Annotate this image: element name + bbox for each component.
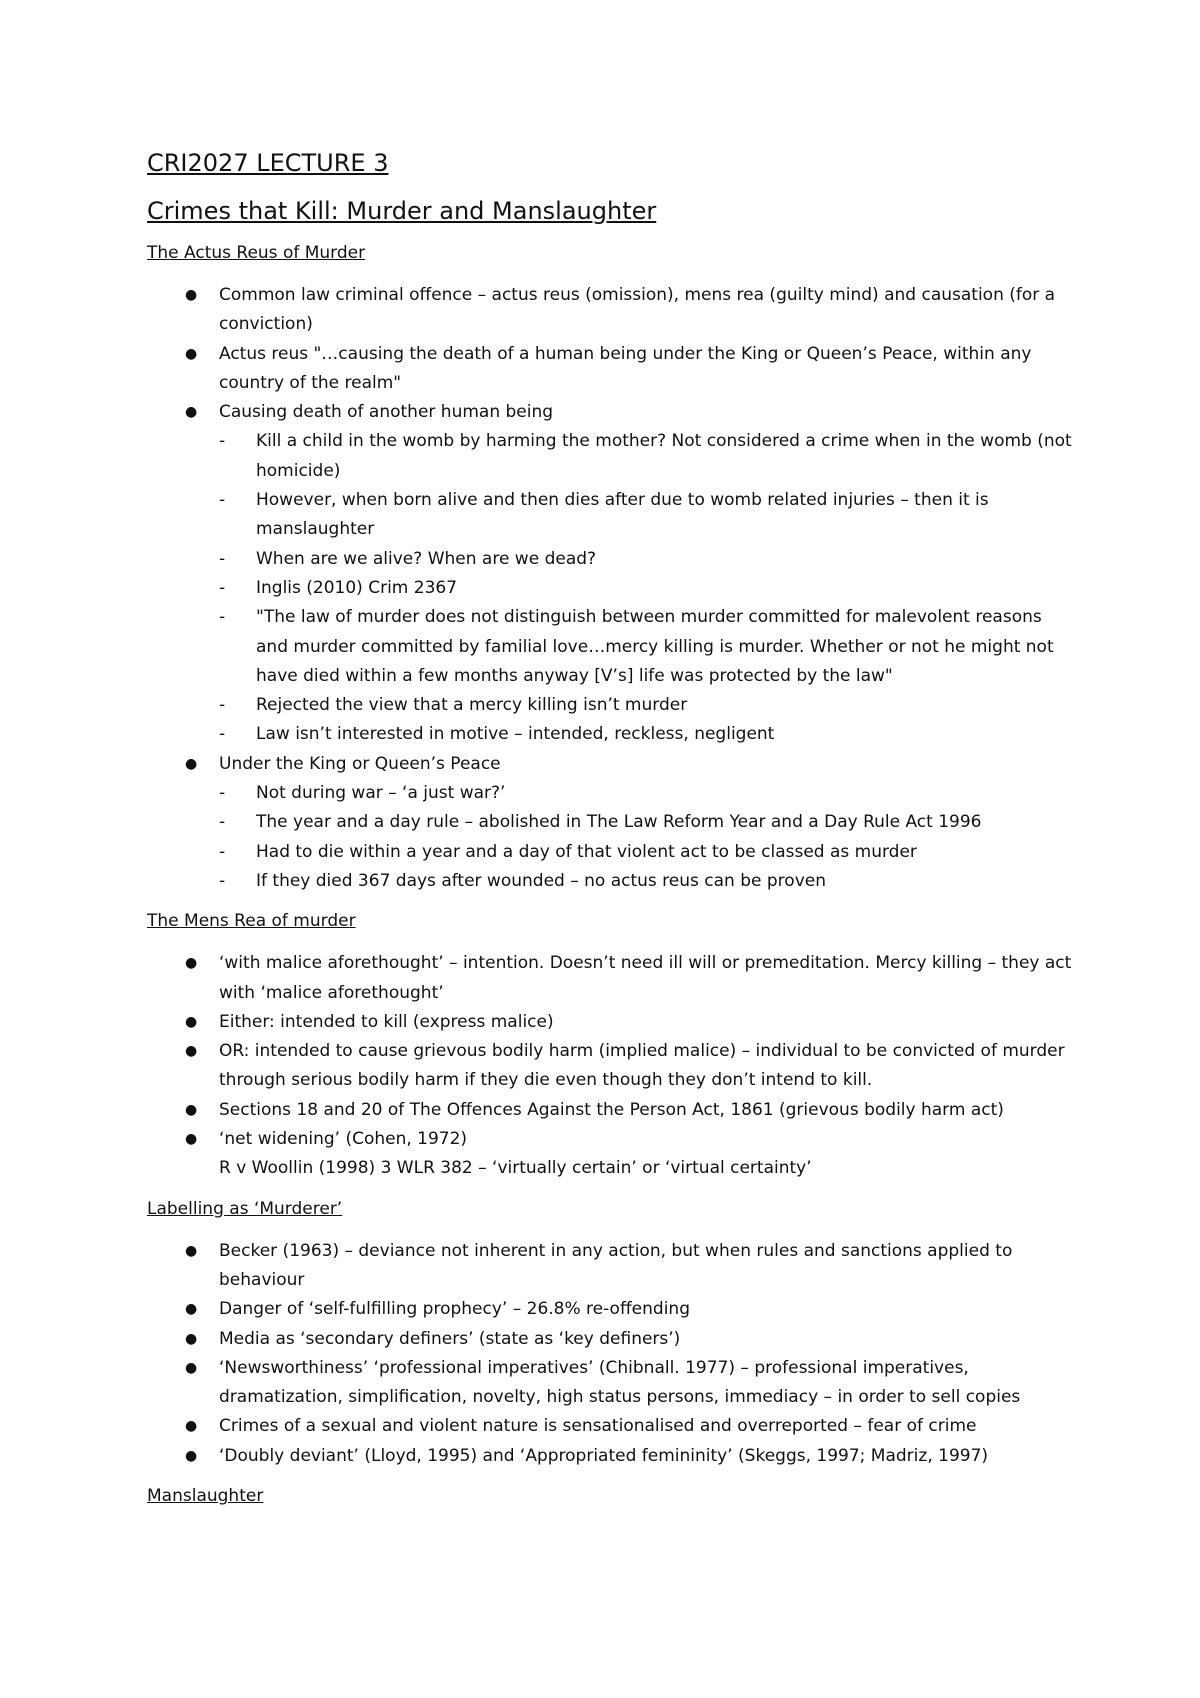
dash-icon: - — [219, 577, 226, 598]
list-item: ● Media as ‘secondary definers’ (state as ‘key definers’) — [147, 1325, 1077, 1354]
sub-list-item: - When are we alive? When are we dead? — [219, 545, 1077, 574]
sub-list-item: - Kill a child in the womb by harming the mother? Not considered a crime when in the womb (not homicide) — [219, 427, 1077, 486]
bullet-icon: ● — [185, 287, 198, 303]
bullet-icon: ● — [185, 1447, 198, 1464]
list-item: ● OR: intended to cause grievous bodily harm (implied malice) – individual to be convicted of murder through serious bodily harm if they die even though they don’t intend to kill. — [147, 1037, 1077, 1096]
list-item: ● ‘Newsworthiness’ ‘professional imperatives’ (Chibnall. 1977) – professional imperatives, dramatization, simplification, novelty, high status persons, immediacy – in order to sell copies — [147, 1354, 1077, 1413]
sub-list-item: - Rejected the view that a mercy killing isn’t murder — [219, 691, 1077, 720]
list-item: ● ‘Doubly deviant’ (Lloyd, 1995) and ‘Appropriated femininity’ (Skeggs, 1997; Madriz, 1997) — [147, 1442, 1077, 1471]
list-item: ● Causing death of another human being - Kill a child in the womb by harming the mother? Not considered a crime when in the womb (not homicide) - However, when born alive and then dies after due to womb related injuries – then it is manslaughter - When are we alive? When are we dead? - Inglis (2010) Crim 2367 - "The law of murder does not distinguish between murder committed for malevolent reasons and murder committed by familial love…mercy killing is murder. Whether or not he might not have died within a few months anyway [V’s] life was protected by the law" - Rejected the view that a mercy killing isn’t murder - Law isn’t interested in motive – intended, reckless, negligent — [147, 398, 1077, 750]
list-item: ● Danger of ‘self-fulfilling prophecy’ – 26.8% re-offending — [147, 1295, 1077, 1324]
bullet-icon: ● — [185, 1043, 198, 1060]
dash-icon: - — [219, 490, 226, 511]
dash-icon: - — [219, 607, 226, 628]
list-item: ● ‘with malice aforethought’ – intention. Doesn’t need ill will or premeditation. Mercy killing – they act with ‘malice aforethought’ — [147, 949, 1077, 1008]
sub-list-item: - The year and a day rule – abolished in The Law Reform Year and a Day Rule Act 1996 — [219, 808, 1077, 837]
bullet-icon: ● — [185, 955, 198, 972]
dash-icon: - — [219, 841, 226, 862]
list-item: ● Common law criminal offence – actus reus (omission), mens rea (guilty mind) and causation (for a conviction) — [147, 281, 1077, 340]
bullet-icon: ● — [185, 1418, 198, 1435]
sub-list — [219, 779, 1077, 896]
section-heading-actus-reus: The Actus Reus of Murder — [147, 243, 366, 263]
labelling-list — [147, 1237, 1077, 1471]
list-item: ● ‘net widening’ (Cohen, 1972) R v Woollin (1998) 3 WLR 382 – ‘virtually certain’ or ‘virtual certainty’ — [147, 1125, 1077, 1184]
dash-icon: - — [219, 783, 226, 804]
sub-list-item: - "The law of murder does not distinguish between murder committed for malevolent reasons and murder committed by familial love…mercy killing is murder. Whether or not he might not have died within a few months anyway [V’s] life was protected by the law" — [219, 603, 1077, 691]
list-item: ● Crimes of a sexual and violent nature is sensationalised and overreported – fear of crime — [147, 1412, 1077, 1441]
course-title: CRI2027 LECTURE 3 — [147, 149, 389, 177]
dash-icon: - — [219, 431, 226, 452]
sub-list-item: - However, when born alive and then dies after due to womb related injuries – then it is manslaughter — [219, 486, 1077, 545]
bullet-icon: ● — [185, 755, 198, 772]
bullet-icon: ● — [185, 1013, 198, 1030]
list-item: ● Under the King or Queen’s Peace - Not during war – ‘a just war?’ - The year and a day rule – abolished in The Law Reform Year and a Day Rule Act 1996 - Had to die within a year and a day of that violent act to be classed as murder - If they died 367 days after wounded – no actus reus can be proven — [147, 750, 1077, 896]
list-item: ● Either: intended to kill (express malice) — [147, 1008, 1077, 1037]
dash-icon: - — [219, 548, 226, 569]
sub-list — [219, 427, 1077, 749]
bullet-icon: ● — [185, 1242, 198, 1259]
dash-icon: - — [219, 870, 226, 891]
bullet-icon: ● — [185, 1101, 198, 1118]
sub-list-item: - Not during war – ‘a just war?’ — [219, 779, 1077, 808]
sub-list-item: - If they died 367 days after wounded – no actus reus can be proven — [219, 867, 1077, 896]
sub-list-item: - Inglis (2010) Crim 2367 — [219, 574, 1077, 603]
list-item: ● Actus reus "…causing the death of a human being under the King or Queen’s Peace, within any country of the realm" — [147, 340, 1077, 399]
bullet-icon: ● — [185, 1359, 198, 1376]
dash-icon: - — [219, 812, 226, 833]
case-citation: R v Woollin (1998) 3 WLR 382 – ‘virtually certain’ or ‘virtual certainty’ — [219, 1158, 812, 1179]
bullet-icon: ● — [185, 404, 198, 421]
dash-icon: - — [219, 695, 226, 716]
dash-icon: - — [219, 724, 226, 745]
bullet-icon: ● — [185, 1131, 198, 1148]
bullet-icon: ● — [185, 345, 198, 362]
bullet-icon: ● — [185, 1301, 198, 1318]
sub-list-item: - Law isn’t interested in motive – intended, reckless, negligent — [219, 720, 1077, 749]
section-heading-mens-rea: The Mens Rea of murder — [147, 911, 356, 932]
mens-rea-list — [147, 949, 1077, 1183]
actus-reus-list — [147, 281, 1077, 896]
bullet-icon: ● — [185, 1330, 198, 1347]
list-item: ● Sections 18 and 20 of The Offences Against the Person Act, 1861 (grievous bodily harm act) — [147, 1096, 1077, 1125]
list-item: ● Becker (1963) – deviance not inherent in any action, but when rules and sanctions applied to behaviour — [147, 1237, 1077, 1296]
section-heading-labelling: Labelling as ‘Murderer’ — [147, 1198, 343, 1219]
section-heading-manslaughter: Manslaughter — [147, 1485, 264, 1506]
document-body — [147, 148, 1077, 1524]
lecture-title: Crimes that Kill: Murder and Manslaughter — [147, 197, 657, 225]
sub-list-item: - Had to die within a year and a day of that violent act to be classed as murder — [219, 838, 1077, 867]
